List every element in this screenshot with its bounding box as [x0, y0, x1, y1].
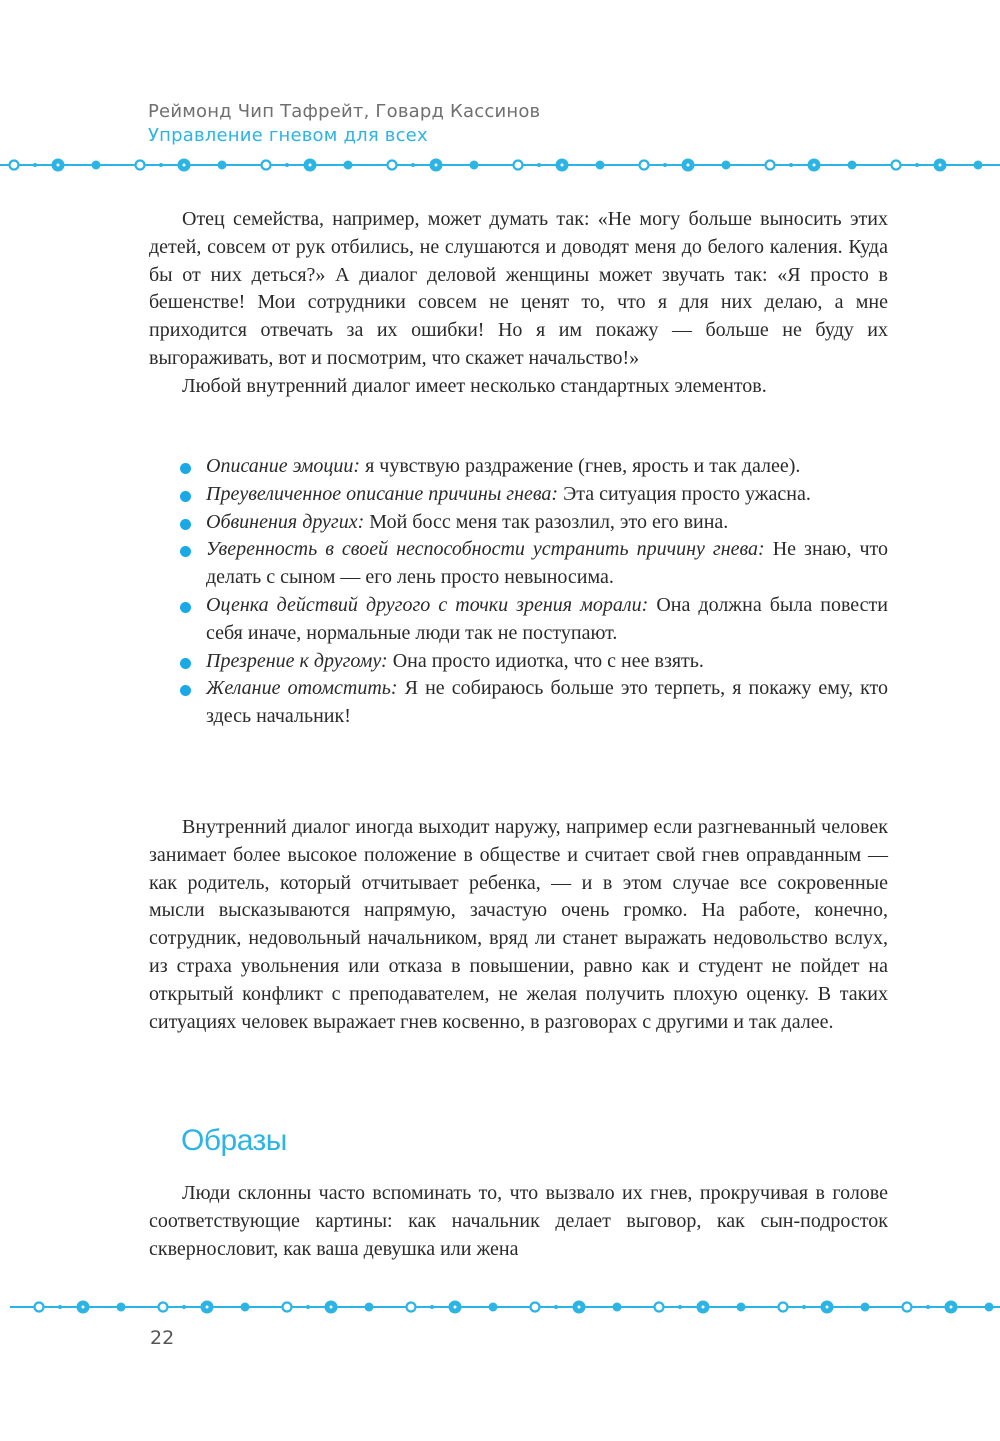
item-text: Я не собираюсь больше это терпеть, я покажу ему, кто здесь начальник! — [206, 677, 889, 728]
paragraph: Люди склонны часто вспоминать то, что вызвало их гнев, прокручивая в голове соответствующие картины: как начальник делает выговор, как сын-подросток сквернословит, как ваша девушка или жена — [149, 1182, 888, 1260]
running-header-book-title: Управление гневом для всех — [148, 125, 428, 146]
item-lead: Обвинения других: — [206, 510, 365, 533]
list-item — [149, 481, 888, 509]
text-block-2 — [149, 814, 888, 1036]
bullet-dot-icon — [180, 463, 191, 474]
list-item — [149, 536, 888, 592]
bullet-dot-icon — [180, 491, 191, 502]
list-item — [149, 675, 888, 731]
item-lead: Оценка действий другого с точки зрения морали: — [206, 593, 649, 616]
beaded-line-ornament-icon — [0, 155, 1000, 175]
item-lead: Желание отомстить: — [206, 677, 398, 700]
list-item — [149, 592, 888, 648]
page-number: 22 — [150, 1327, 175, 1349]
paragraph: Любой внутренний диалог имеет несколько стандартных элементов. — [182, 374, 767, 397]
item-text: я чувствую раздражение (гнев, ярость и так далее). — [360, 455, 801, 477]
item-text: Мой босс меня так разозлил, это его вина. — [364, 510, 729, 533]
bullet-dot-icon — [180, 602, 191, 613]
bottom-ornament-line — [0, 1297, 1000, 1317]
item-text: Она просто идиотка, что с нее взять. — [387, 649, 704, 672]
bullet-dot-icon — [180, 519, 191, 530]
item-text: Она должна была повести себя иначе, нормальные люди так не поступают. — [206, 593, 889, 644]
bullet-dot-icon — [180, 546, 191, 557]
list-item — [149, 509, 888, 537]
beaded-line-ornament-icon — [0, 1297, 1000, 1317]
text-block-1 — [149, 206, 888, 401]
item-lead: Описание эмоции: — [206, 455, 361, 477]
bullet-dot-icon — [180, 658, 191, 669]
running-header-authors: Реймонд Чип Тафрейт, Говард Кассинов — [148, 101, 541, 122]
section-heading: Образы — [181, 1124, 287, 1157]
bullet-list — [149, 453, 888, 731]
item-text: Эта ситуация просто ужасна. — [558, 482, 811, 505]
top-ornament-line — [0, 155, 1000, 175]
list-item — [149, 453, 888, 481]
item-lead: Преувеличенное описание причины гнева: — [206, 482, 559, 505]
list-item — [149, 648, 888, 676]
item-lead: Уверенность в своей неспособности устранить причину гнева: — [206, 538, 765, 561]
item-text: Не знаю, что делать с сыном — его лень просто невыносима. — [206, 538, 888, 589]
text-block-3 — [149, 1180, 888, 1263]
item-lead: Презрение к другому: — [206, 649, 388, 672]
paragraph: Внутренний диалог иногда выходит наружу, например если разгневанный человек занимает более высокое положение в обществе и считает свой гнев оправданным — как родитель, который отчитывает ребенка, — и в этом случае все сокровенные мысли высказываются напрямую, зачастую очень громко. На работе, конечно, сотрудник, недовольный начальником, вряд ли станет выражать недовольство вслух, из страха увольнения или отказа в повышении, равно как и студент не пойдет на открытый конфликт с преподавателем, не желая получить плохую оценку. В таких ситуациях человек выражает гнев косвенно, в разговорах с другими и так далее. — [149, 816, 888, 1033]
paragraph: Отец семейства, например, может думать так: «Не могу больше выносить этих детей, совсем от рук отбились, не слушаются и доводят меня до белого каления. Куда бы от них деться?» А диалог деловой женщины может звучать так: «Я просто в бешенстве! Мои сотрудники совсем не ценят то, что я для них делаю, а мне приходится отвечать за их ошибки! Но я им покажу — больше не буду их выгораживать, вот и посмотрим, что скажет начальство!» — [149, 208, 888, 369]
bullet-dot-icon — [180, 685, 191, 696]
